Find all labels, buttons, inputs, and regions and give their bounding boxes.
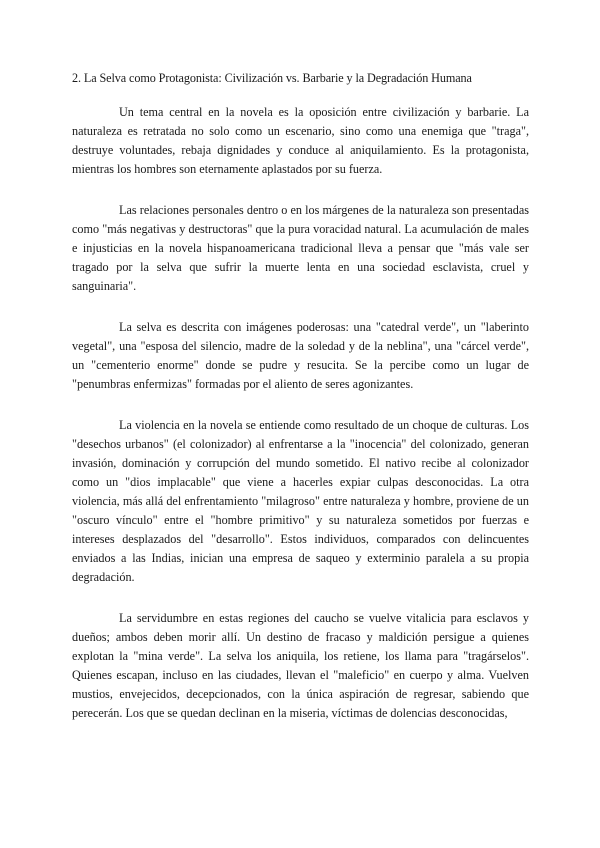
paragraph-personal-relations: Las relaciones personales dentro o en los márgenes de la naturaleza son presentadas como "más negativas y destructoras" que la pura voracidad natural. La acumulación de males e injusticias en la novela hispanoamericana tradicional lleva a pensar que "más vale ser tragado por la selva que sufrir la muerte lenta en una sociedad esclavista, cruel y sanguinaria".	[72, 203, 529, 293]
paragraph-servitude-rubber: La servidumbre en estas regiones del caucho se vuelve vitalicia para esclavos y dueños; ambos deben morir allí. Un destino de fracaso y maldición persigue a quienes explotan la "mina verde". La selva los aniquila, los retiene, los llama para "tragárselos". Quienes escapan, incluso en las ciudades, llevan el "maleficio" en cuerpo y alma. Vuelven mustios, envejecidos, decepcionados, con la única aspiración de regresar, sabiendo que perecerán. Los que se quedan declinan en la miseria, víctimas de dolencias desconocidas,	[72, 611, 529, 720]
paragraph-violence-cultures: La violencia en la novela se entiende como resultado de un choque de culturas. Los "desechos urbanos" (el colonizador) al enfrentarse a la "inocencia" del colonizado, generan invasión, dominación y corrupción del mundo sometido. El nativo recibe al colonizador como un "dios implacable" que viene a hacerles expiar culpas desconocidas. La otra violencia, más allá del enfrentamiento "milagroso" entre naturaleza y hombre, proviene de un "oscuro vínculo" entre el "hombre primitivo" y su naturaleza sometidos por fuerzas e intereses desplazados del "desarrollo". Estos individuos, comparados con delincuentes enviados a las Indias, inician una empresa de saqueo y exterminio paralela a su propia degradación.	[72, 418, 529, 584]
section-heading: 2. La Selva como Protagonista: Civilización vs. Barbarie y la Degradación Humana	[72, 71, 472, 85]
paragraph-civilization-barbarism: Un tema central en la novela es la oposición entre civilización y barbarie. La naturaleza es retratada no solo como un escenario, sino como una enemiga que "traga", destruye voluntades, rebaja dignidades y conduce al aniquilamiento. Es la protagonista, mientras los hombres son eternamente aplastados por su fuerza.	[72, 105, 529, 176]
paragraph-jungle-imagery: La selva es descrita con imágenes poderosas: una "catedral verde", un "laberinto vegetal", una "esposa del silencio, madre de la soledad y de la neblina", una "cárcel verde", un "cementerio enorme" donde se pudre y resucita. Se la percibe como un lugar de "penumbras enfermizas" formadas por el aliento de seres agonizantes.	[72, 320, 529, 391]
